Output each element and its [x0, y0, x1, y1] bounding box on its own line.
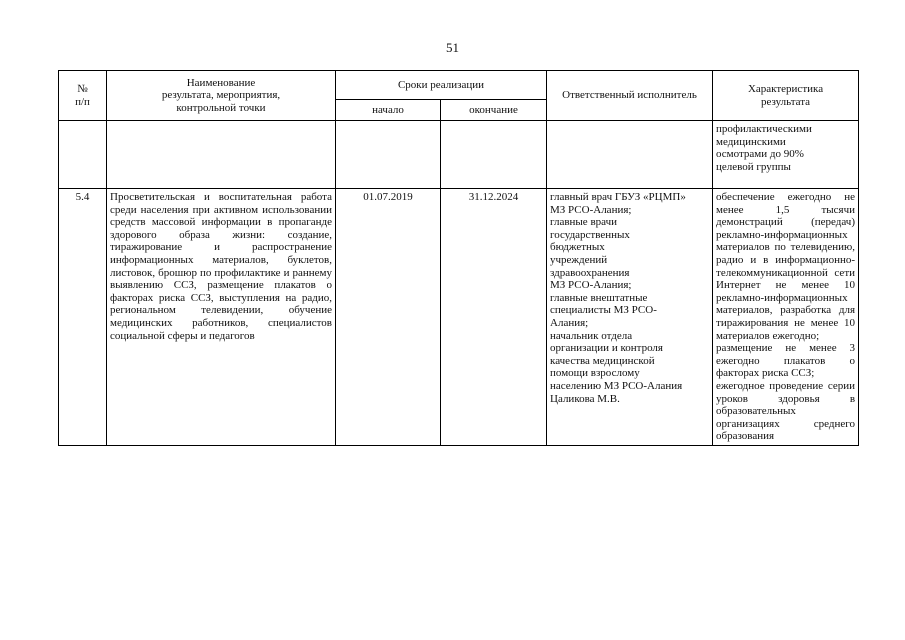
row-end [441, 121, 547, 189]
implementation-plan-table [58, 70, 859, 446]
header-number: № п/п [59, 71, 107, 121]
header-name: Наименование результата, мероприятия, контрольной точки [107, 71, 336, 121]
row-number [59, 121, 107, 189]
row-number: 5.4 [59, 189, 107, 446]
row-start [336, 121, 441, 189]
table-row [59, 121, 859, 189]
header-responsible: Ответственный исполнитель [547, 71, 713, 121]
row-start: 01.07.2019 [336, 189, 441, 446]
row-result: обеспечение ежегодно не менее 1,5 тысячи демонстраций (передач) рекламно-информационных материалов по телевидению, радио и в информационно-телекоммуникационной сети Интернет не менее 10 рекламно-информационных материалов, разработка для тиражирования не менее 10 материалов ежегодно; размещение не менее 3 ежегодно плакатов о факторах риска ССЗ; ежегодное проведение серии уроков здоровья в образовательных организациях среднего образования [713, 189, 859, 446]
row-result: профилактическими медицинскими осмотрами до 90% целевой группы [713, 121, 859, 189]
row-responsible: главный врач ГБУЗ «РЦМП» МЗ РСО-Алания; главные врачи государственных бюджетных учреждений здравоохранения МЗ РСО-Алания; главные внештатные специалисты МЗ РСО- Алания; начальник отдела организации и контроля качества медицинской помощи взрослому населению МЗ РСО-Алания Цаликова М.В. [547, 189, 713, 446]
row-end: 31.12.2024 [441, 189, 547, 446]
header-terms: Сроки реализации [336, 71, 547, 100]
row-responsible [547, 121, 713, 189]
row-name: Просветительская и воспитательная работа среди населения при активном использовании средств массовой информации в пропаганде здорового образа жизни: создание, тиражирование и распространение информационных материалов, буклетов, листовок, брошюр по профилактике и раннему выявлению ССЗ, размещение плакатов о факторах риска ССЗ, выступления на радио, региональном телевидении, обучение медицинских работников, специалистов социальной сферы и педагогов [107, 189, 336, 446]
row-name [107, 121, 336, 189]
table-row [59, 189, 859, 446]
header-start: начало [336, 100, 441, 121]
page-number: 51 [446, 40, 459, 55]
header-result: Характеристика результата [713, 71, 859, 121]
header-end: окончание [441, 100, 547, 121]
